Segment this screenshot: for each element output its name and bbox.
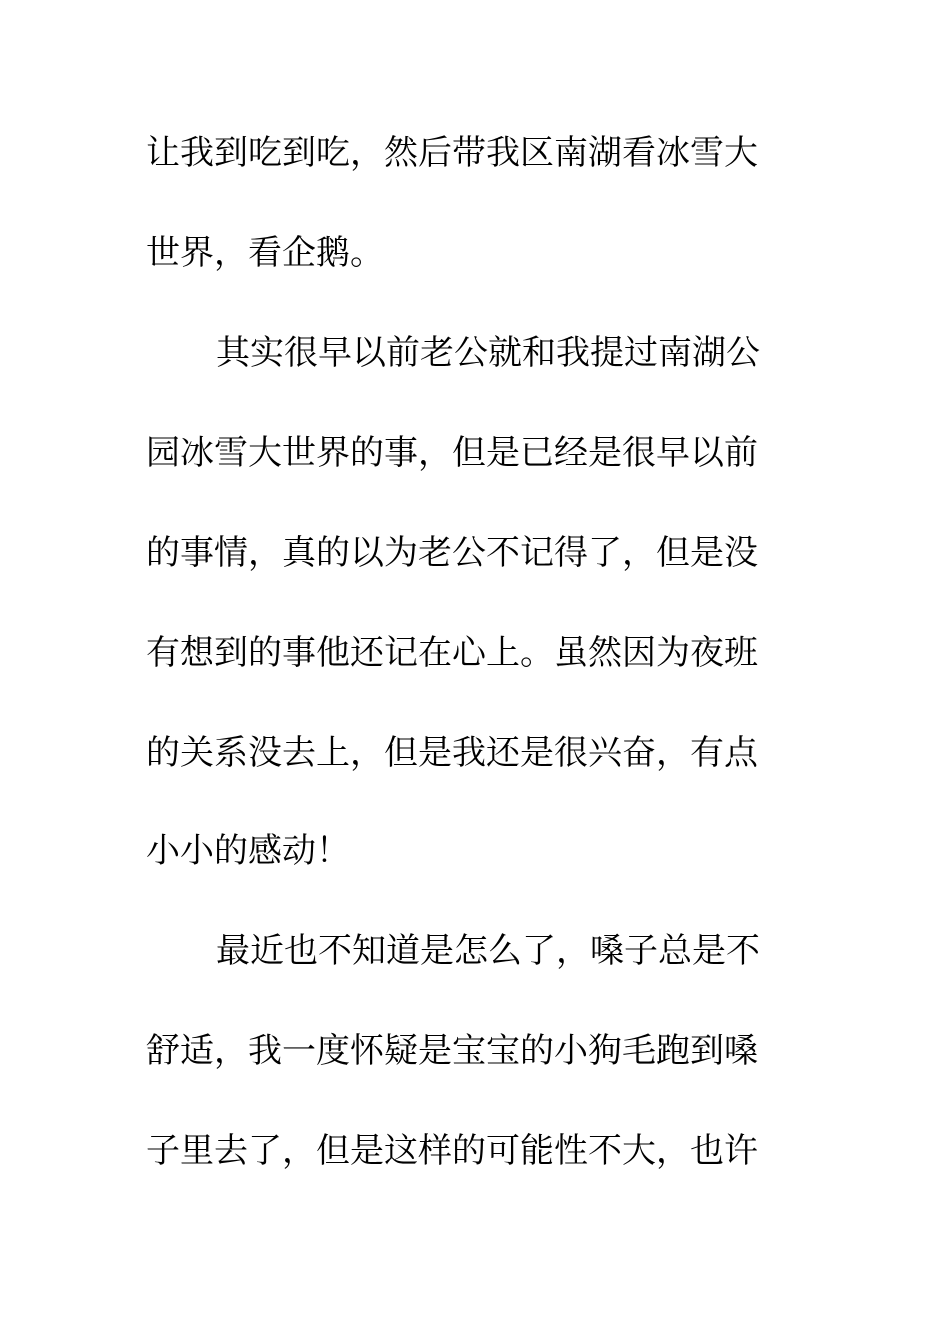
paragraph-start-line: 最近也不知道是怎么了，嗓子总是不	[216, 931, 760, 971]
text-line: 小小的感动！	[146, 831, 350, 871]
text-line: 世界，看企鹅。	[146, 233, 384, 273]
text-line: 子里去了，但是这样的可能性不大，也许	[146, 1131, 758, 1171]
text-line: 的事情，真的以为老公不记得了，但是没	[146, 533, 758, 573]
text-line: 园冰雪大世界的事，但是已经是很早以前	[146, 433, 758, 473]
text-line: 舒适，我一度怀疑是宝宝的小狗毛跑到嗓	[146, 1031, 758, 1071]
text-line: 让我到吃到吃，然后带我区南湖看冰雪大	[146, 133, 758, 173]
text-line: 有想到的事他还记在心上。虽然因为夜班	[146, 633, 758, 673]
text-line: 的关系没去上，但是我还是很兴奋，有点	[146, 733, 758, 773]
paragraph-start-line: 其实很早以前老公就和我提过南湖公	[216, 333, 760, 373]
